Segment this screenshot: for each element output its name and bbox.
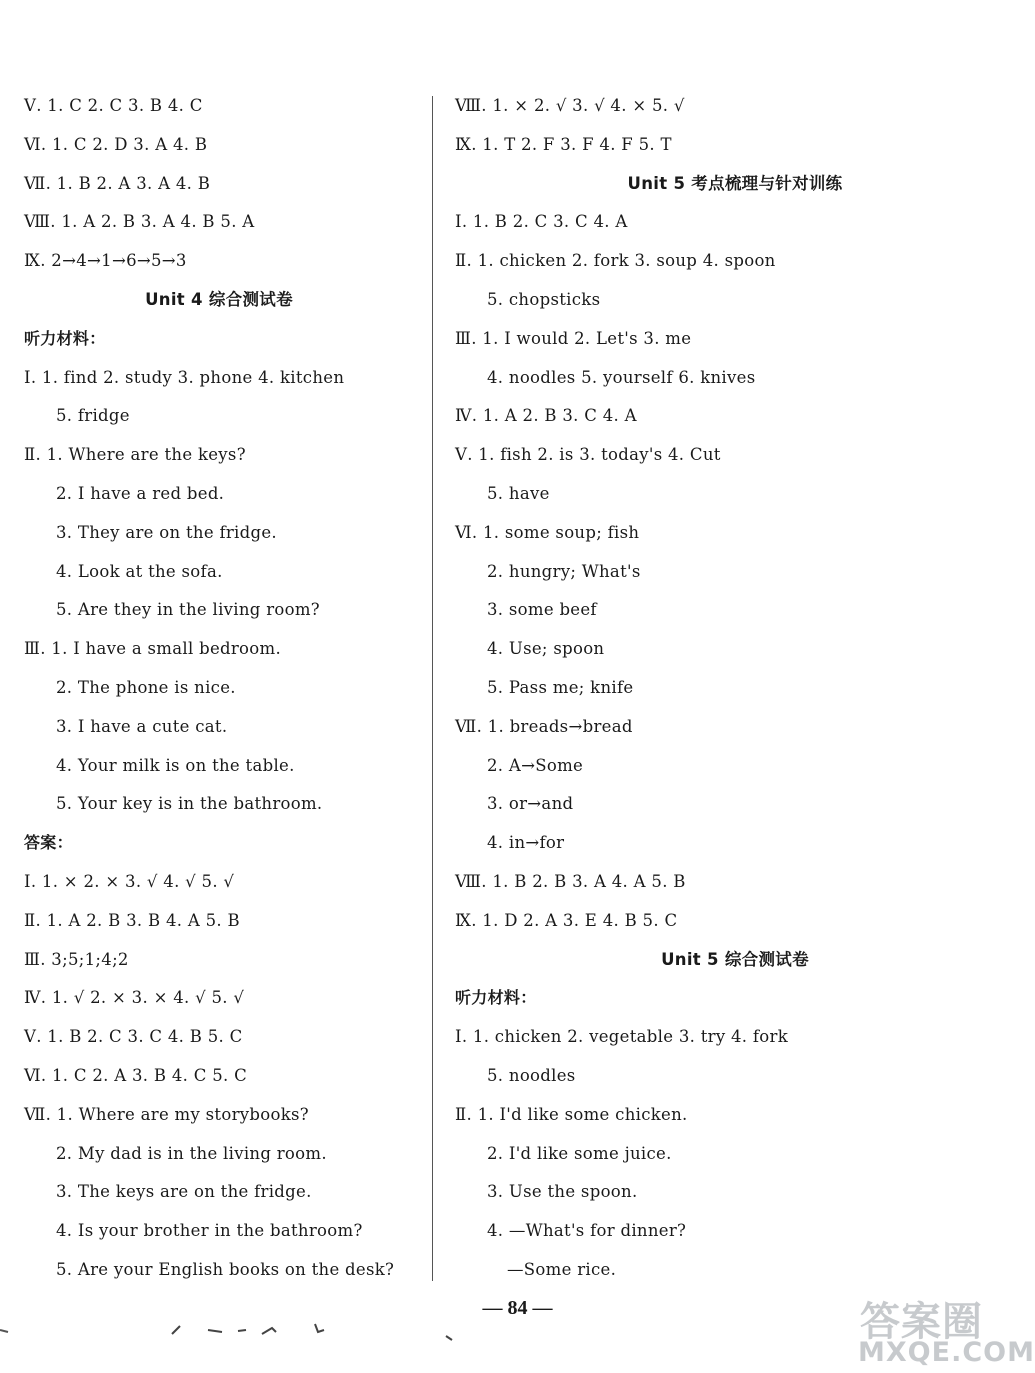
answer-line: Ⅰ. 1. × 2. × 3. √ 4. √ 5. √ — [24, 871, 235, 891]
answer-line: 5. Are they in the living room? — [56, 600, 320, 620]
answer-line: Ⅵ. 1. some soup; fish — [455, 522, 640, 542]
left-column — [24, 87, 414, 1290]
answer-line: Ⅵ. 1. C 2. A 3. B 4. C 5. C — [24, 1065, 248, 1085]
answer-line: Ⅷ. 1. B 2. B 3. A 4. A 5. B — [455, 871, 686, 891]
section-heading: Unit 5 考点梳理与针对训练 — [627, 173, 843, 193]
subsection-label: 听力材料： — [24, 328, 106, 348]
answer-line: 2. My dad is in the living room. — [56, 1143, 327, 1163]
answer-line: Ⅴ. 1. C 2. C 3. B 4. C — [24, 96, 203, 115]
answer-line: 5. Pass me; knife — [487, 677, 634, 697]
answer-line: 5. have — [487, 483, 550, 503]
answer-line: Ⅳ. 1. A 2. B 3. C 4. A — [455, 406, 637, 426]
answer-line: 5. fridge — [56, 406, 130, 426]
right-column — [455, 87, 1015, 1290]
answer-line: 4. noodles 5. yourself 6. knives — [487, 367, 756, 387]
answer-line: 2. A→Some — [487, 755, 584, 775]
answer-line: 2. I have a red bed. — [56, 483, 225, 503]
answer-line: 4. in→for — [487, 833, 565, 853]
answer-line: Ⅱ. 1. A 2. B 3. B 4. A 5. B — [24, 910, 240, 930]
answer-line: 4. —What's for dinner? — [487, 1221, 687, 1241]
subsection-label: 答案： — [24, 833, 73, 853]
answer-line: Ⅲ. 1. I have a small bedroom. — [24, 639, 282, 659]
bottom-scan-marks — [0, 1318, 500, 1348]
answer-line: 5. noodles — [487, 1065, 576, 1085]
answer-line: 3. some beef — [487, 600, 597, 620]
answer-line: Ⅶ. 1. Where are my storybooks? — [24, 1104, 309, 1124]
answer-line: Ⅳ. 1. √ 2. × 3. × 4. √ 5. √ — [24, 988, 245, 1008]
column-divider — [432, 96, 433, 1281]
watermark-logo — [858, 1290, 1033, 1370]
answer-line: Ⅷ. 1. × 2. √ 3. √ 4. × 5. √ — [455, 96, 685, 115]
answer-line: 3. The keys are on the fridge. — [56, 1182, 312, 1202]
answer-line: Ⅵ. 1. C 2. D 3. A 4. B — [24, 134, 208, 154]
section-heading: Unit 5 综合测试卷 — [661, 949, 809, 969]
watermark-bottom-text: MXQE.COM — [858, 1337, 1035, 1368]
answer-line: Ⅴ. 1. fish 2. is 3. today's 4. Cut — [455, 445, 721, 465]
answer-line: Ⅸ. 1. D 2. A 3. E 4. B 5. C — [455, 910, 678, 930]
answer-line: Ⅶ. 1. breads→bread — [455, 716, 633, 736]
section-heading: Unit 4 综合测试卷 — [145, 289, 293, 309]
answer-line: 3. I have a cute cat. — [56, 716, 228, 736]
answer-line: Ⅲ. 3;5;1;4;2 — [24, 949, 129, 969]
answer-line: 2. The phone is nice. — [56, 677, 236, 697]
answer-line: 3. or→and — [487, 794, 574, 814]
answer-line: Ⅰ. 1. B 2. C 3. C 4. A — [455, 212, 628, 232]
answer-line: 2. I'd like some juice. — [487, 1143, 672, 1163]
answer-line: 5. Your key is in the bathroom. — [56, 794, 323, 814]
watermark-top-text: 答案圈 — [860, 1299, 983, 1345]
answer-line: Ⅱ. 1. I'd like some chicken. — [455, 1104, 688, 1124]
answer-line: 4. Use; spoon — [487, 639, 605, 659]
answer-line: Ⅰ. 1. chicken 2. vegetable 3. try 4. fork — [455, 1027, 789, 1047]
answer-line: 4. Look at the sofa. — [56, 561, 223, 581]
answer-line: 3. Use the spoon. — [487, 1182, 638, 1202]
answer-line: Ⅲ. 1. I would 2. Let's 3. me — [455, 328, 692, 348]
answer-line: 4. Is your brother in the bathroom? — [56, 1221, 363, 1241]
answer-line: —Some rice. — [507, 1259, 617, 1279]
answer-line: Ⅸ. 2→4→1→6→5→3 — [24, 251, 187, 271]
answer-line: Ⅴ. 1. B 2. C 3. C 4. B 5. C — [24, 1027, 243, 1047]
answer-line: Ⅱ. 1. chicken 2. fork 3. soup 4. spoon — [455, 251, 776, 271]
answer-line: Ⅶ. 1. B 2. A 3. A 4. B — [24, 173, 211, 193]
answer-line: 3. They are on the fridge. — [56, 522, 277, 542]
subsection-label: 听力材料： — [455, 988, 537, 1008]
answer-line: Ⅸ. 1. T 2. F 3. F 4. F 5. T — [455, 134, 672, 154]
answer-line: 4. Your milk is on the table. — [56, 755, 295, 775]
answer-line: Ⅰ. 1. find 2. study 3. phone 4. kitchen — [24, 367, 345, 387]
answer-line: 2. hungry; What's — [487, 561, 641, 581]
answer-line: 5. Are your English books on the desk? — [56, 1259, 395, 1279]
answer-line: 5. chopsticks — [487, 289, 601, 309]
answer-line: Ⅱ. 1. Where are the keys? — [24, 445, 246, 465]
page-number: — 84 — — [482, 1297, 553, 1319]
answer-line: Ⅷ. 1. A 2. B 3. A 4. B 5. A — [24, 212, 255, 232]
